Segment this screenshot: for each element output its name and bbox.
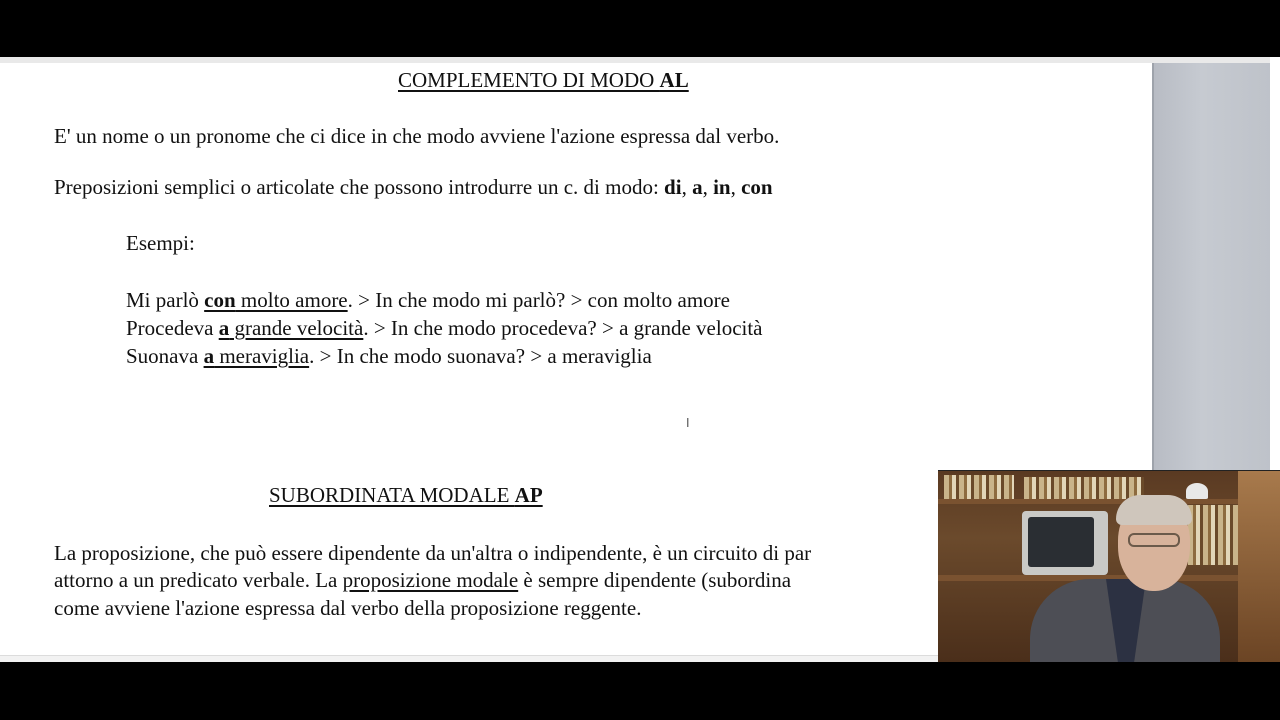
shelf (938, 499, 1280, 504)
cabinet (1238, 471, 1280, 663)
bookshelf (944, 475, 1014, 499)
text-cursor-icon: I (686, 416, 690, 430)
webcam-overlay (938, 470, 1280, 663)
lamp (1186, 483, 1208, 499)
definition-text: E' un nome o un pronome che ci dice in che modo avviene l'azione espressa dal verbo. (54, 124, 780, 148)
paragraph-line-1: La proposizione, che può essere dipendente da un'altra o indipendente, è un circuito di par (54, 541, 812, 565)
television (1022, 511, 1108, 575)
paragraph-line-3: come avviene l'azione espressa dal verbo della proposizione reggente. (54, 596, 642, 620)
bookshelf (1188, 505, 1238, 565)
bottom-letterbox (0, 662, 1280, 720)
example-line: Procedeva a grande velocità. > In che modo procedeva? > a grande velocità (126, 316, 763, 340)
top-letterbox (0, 0, 1280, 57)
paragraph-line-2: attorno a un predicato verbale. La proposizione modale è sempre dipendente (subordina (54, 568, 792, 592)
glasses (1128, 533, 1180, 547)
bookshelf (1024, 477, 1144, 499)
tv-screen (1028, 517, 1094, 567)
examples-label: Esempi: (126, 231, 195, 255)
example-line: Suonava a meraviglia. > In che modo suonava? > a meraviglia (126, 344, 652, 368)
section1-title: COMPLEMENTO DI MODO AL (398, 68, 689, 92)
example-line: Mi parlò con molto amore. > In che modo mi parlò? > con molto amore (126, 288, 730, 312)
person-hair (1116, 495, 1192, 525)
section2-title: SUBORDINATA MODALE AP (269, 483, 543, 507)
prepositions-line: Preposizioni semplici o articolate che possono introdurre un c. di modo: di, a, in, con (54, 175, 773, 199)
